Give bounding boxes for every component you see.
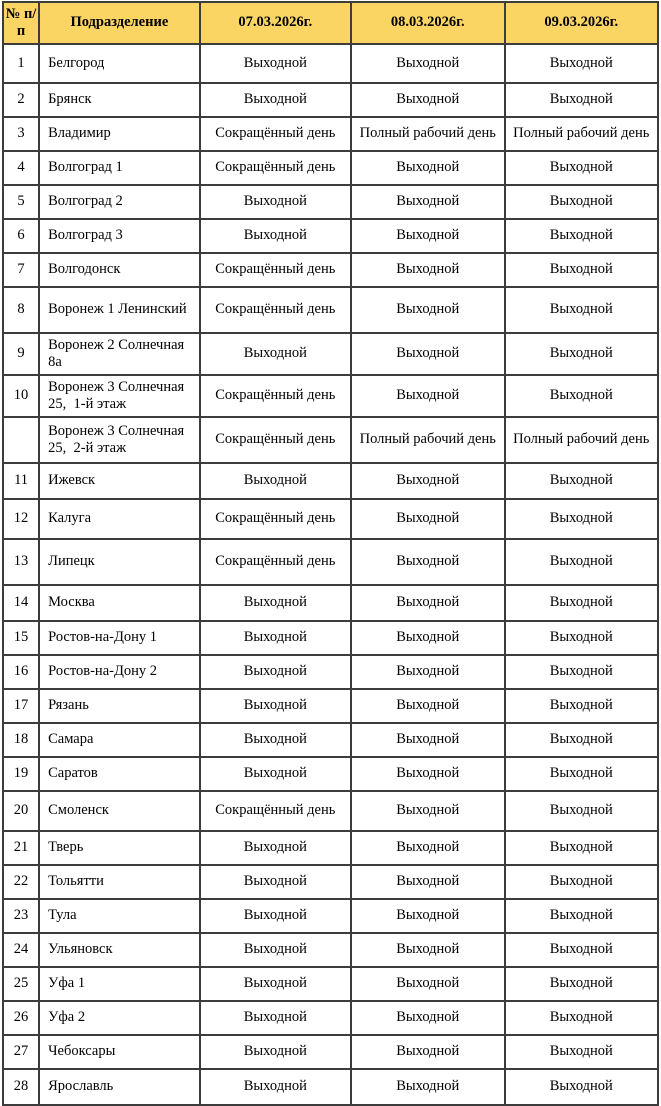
schedule-cell-2: Выходной (351, 219, 504, 253)
division-cell: Брянск (39, 83, 199, 117)
schedule-cell-2: Выходной (351, 933, 504, 967)
row-number-cell: 26 (3, 1001, 39, 1035)
table-row (3, 865, 658, 899)
schedule-cell-1: Сокращённый день (200, 499, 351, 539)
row-number-cell: 8 (3, 287, 39, 333)
row-number-cell: 13 (3, 539, 39, 585)
table-row (3, 1069, 658, 1105)
schedule-cell-1: Выходной (200, 899, 351, 933)
table-row (3, 621, 658, 655)
row-number-cell: 22 (3, 865, 39, 899)
row-number-cell: 11 (3, 463, 39, 499)
schedule-cell-3: Выходной (505, 933, 659, 967)
row-number-cell: 16 (3, 655, 39, 689)
schedule-cell-3: Выходной (505, 83, 659, 117)
table-row (3, 463, 658, 499)
table-row (3, 539, 658, 585)
schedule-cell-1: Выходной (200, 1001, 351, 1035)
schedule-cell-2: Выходной (351, 253, 504, 287)
schedule-cell-2: Выходной (351, 185, 504, 219)
schedule-cell-3: Выходной (505, 831, 659, 865)
row-number-cell (3, 417, 39, 463)
division-cell: Самара (39, 723, 199, 757)
schedule-cell-1: Выходной (200, 83, 351, 117)
division-cell: Владимир (39, 117, 199, 151)
schedule-cell-2: Выходной (351, 539, 504, 585)
schedule-cell-1: Выходной (200, 1069, 351, 1105)
schedule-cell-2: Выходной (351, 967, 504, 1001)
division-cell: Воронеж 1 Ленинский (39, 287, 199, 333)
schedule-cell-2: Полный рабочий день (351, 117, 504, 151)
schedule-cell-2: Выходной (351, 375, 504, 417)
division-cell: Смоленск (39, 791, 199, 831)
division-cell: Уфа 2 (39, 1001, 199, 1035)
schedule-table (2, 1, 659, 1106)
table-row (3, 117, 658, 151)
schedule-cell-3: Выходной (505, 375, 659, 417)
schedule-cell-1: Сокращённый день (200, 375, 351, 417)
schedule-cell-2: Выходной (351, 1035, 504, 1069)
division-cell: Саратов (39, 757, 199, 791)
schedule-cell-3: Выходной (505, 1069, 659, 1105)
row-number-cell: 14 (3, 585, 39, 621)
schedule-cell-3: Выходной (505, 219, 659, 253)
division-cell: Ульяновск (39, 933, 199, 967)
row-number-cell: 15 (3, 621, 39, 655)
schedule-cell-1: Сокращённый день (200, 791, 351, 831)
schedule-cell-3: Выходной (505, 723, 659, 757)
row-number-cell: 12 (3, 499, 39, 539)
table-row (3, 757, 658, 791)
row-number-cell: 9 (3, 333, 39, 375)
row-number-cell: 23 (3, 899, 39, 933)
table-row (3, 831, 658, 865)
schedule-cell-2: Полный рабочий день (351, 417, 504, 463)
table-row (3, 417, 658, 463)
row-number-cell: 7 (3, 253, 39, 287)
row-number-cell: 24 (3, 933, 39, 967)
schedule-cell-3: Выходной (505, 185, 659, 219)
schedule-cell-3: Выходной (505, 333, 659, 375)
schedule-cell-2: Выходной (351, 151, 504, 185)
division-cell: Ижевск (39, 463, 199, 499)
table-row (3, 253, 658, 287)
division-cell: Воронеж 3 Солнечная 25, 1-й этаж (39, 375, 199, 417)
schedule-cell-1: Выходной (200, 44, 351, 83)
schedule-cell-2: Выходной (351, 757, 504, 791)
schedule-cell-3: Выходной (505, 757, 659, 791)
row-number-cell: 6 (3, 219, 39, 253)
row-number-cell: 25 (3, 967, 39, 1001)
schedule-cell-3: Выходной (505, 655, 659, 689)
schedule-cell-3: Выходной (505, 287, 659, 333)
schedule-cell-1: Выходной (200, 185, 351, 219)
schedule-cell-2: Выходной (351, 1001, 504, 1035)
table-row (3, 689, 658, 723)
row-number-cell: 1 (3, 44, 39, 83)
schedule-cell-1: Выходной (200, 463, 351, 499)
schedule-cell-2: Выходной (351, 723, 504, 757)
row-number-cell: 18 (3, 723, 39, 757)
schedule-cell-2: Выходной (351, 655, 504, 689)
row-number-cell: 4 (3, 151, 39, 185)
schedule-cell-2: Выходной (351, 791, 504, 831)
schedule-cell-1: Выходной (200, 689, 351, 723)
schedule-cell-3: Выходной (505, 689, 659, 723)
schedule-cell-2: Выходной (351, 865, 504, 899)
schedule-cell-1: Выходной (200, 723, 351, 757)
table-row (3, 655, 658, 689)
division-cell: Тольятти (39, 865, 199, 899)
schedule-cell-1: Выходной (200, 1035, 351, 1069)
row-number-cell: 28 (3, 1069, 39, 1105)
table-row (3, 287, 658, 333)
schedule-cell-2: Выходной (351, 689, 504, 723)
table-header-row (3, 2, 658, 44)
schedule-cell-3: Выходной (505, 791, 659, 831)
col-header-date-2: 08.03.2026г. (351, 2, 504, 44)
row-number-cell: 27 (3, 1035, 39, 1069)
schedule-cell-2: Выходной (351, 44, 504, 83)
division-cell: Волгоград 1 (39, 151, 199, 185)
table-row (3, 967, 658, 1001)
table-row (3, 333, 658, 375)
row-number-cell: 17 (3, 689, 39, 723)
schedule-cell-2: Выходной (351, 1069, 504, 1105)
table-row (3, 375, 658, 417)
division-cell: Липецк (39, 539, 199, 585)
table-row (3, 723, 658, 757)
row-number-cell: 5 (3, 185, 39, 219)
schedule-cell-1: Выходной (200, 967, 351, 1001)
schedule-cell-1: Сокращённый день (200, 151, 351, 185)
table-row (3, 585, 658, 621)
table-row (3, 44, 658, 83)
table-row (3, 151, 658, 185)
division-cell: Ярославль (39, 1069, 199, 1105)
schedule-cell-2: Выходной (351, 333, 504, 375)
schedule-cell-1: Выходной (200, 219, 351, 253)
schedule-cell-1: Выходной (200, 585, 351, 621)
schedule-cell-3: Выходной (505, 44, 659, 83)
schedule-cell-1: Выходной (200, 655, 351, 689)
row-number-cell: 10 (3, 375, 39, 417)
schedule-cell-3: Полный рабочий день (505, 417, 659, 463)
schedule-cell-1: Выходной (200, 933, 351, 967)
division-cell: Ростов-на-Дону 1 (39, 621, 199, 655)
division-cell: Тула (39, 899, 199, 933)
schedule-cell-2: Выходной (351, 83, 504, 117)
schedule-cell-3: Выходной (505, 621, 659, 655)
schedule-cell-3: Выходной (505, 499, 659, 539)
schedule-cell-2: Выходной (351, 287, 504, 333)
division-cell: Воронеж 2 Солнечная 8а (39, 333, 199, 375)
schedule-cell-1: Выходной (200, 831, 351, 865)
table-row (3, 185, 658, 219)
schedule-cell-1: Выходной (200, 757, 351, 791)
table-row (3, 219, 658, 253)
table-row (3, 791, 658, 831)
schedule-cell-3: Выходной (505, 1035, 659, 1069)
table-row (3, 499, 658, 539)
division-cell: Волгоград 2 (39, 185, 199, 219)
schedule-cell-1: Выходной (200, 621, 351, 655)
schedule-cell-3: Выходной (505, 463, 659, 499)
schedule-cell-1: Выходной (200, 333, 351, 375)
row-number-cell: 20 (3, 791, 39, 831)
schedule-cell-1: Сокращённый день (200, 117, 351, 151)
table-row (3, 933, 658, 967)
division-cell: Воронеж 3 Солнечная 25, 2-й этаж (39, 417, 199, 463)
division-cell: Белгород (39, 44, 199, 83)
schedule-cell-3: Полный рабочий день (505, 117, 659, 151)
division-cell: Волгодонск (39, 253, 199, 287)
schedule-cell-3: Выходной (505, 1001, 659, 1035)
division-cell: Ростов-на-Дону 2 (39, 655, 199, 689)
division-cell: Тверь (39, 831, 199, 865)
col-header-date-3: 09.03.2026г. (505, 2, 659, 44)
table-row (3, 83, 658, 117)
schedule-cell-2: Выходной (351, 463, 504, 499)
division-cell: Калуга (39, 499, 199, 539)
schedule-cell-1: Сокращённый день (200, 287, 351, 333)
division-cell: Чебоксары (39, 1035, 199, 1069)
schedule-cell-2: Выходной (351, 831, 504, 865)
schedule-cell-3: Выходной (505, 585, 659, 621)
schedule-cell-1: Сокращённый день (200, 417, 351, 463)
schedule-cell-2: Выходной (351, 899, 504, 933)
schedule-cell-2: Выходной (351, 585, 504, 621)
schedule-cell-1: Выходной (200, 865, 351, 899)
schedule-cell-3: Выходной (505, 899, 659, 933)
row-number-cell: 19 (3, 757, 39, 791)
row-number-cell: 3 (3, 117, 39, 151)
division-cell: Москва (39, 585, 199, 621)
row-number-cell: 2 (3, 83, 39, 117)
col-header-num: № п/п (3, 2, 39, 44)
schedule-cell-3: Выходной (505, 967, 659, 1001)
schedule-cell-3: Выходной (505, 539, 659, 585)
schedule-cell-3: Выходной (505, 151, 659, 185)
schedule-cell-3: Выходной (505, 253, 659, 287)
table-row (3, 1001, 658, 1035)
table-body (3, 44, 658, 1105)
schedule-cell-2: Выходной (351, 621, 504, 655)
division-cell: Уфа 1 (39, 967, 199, 1001)
table-row (3, 899, 658, 933)
division-cell: Рязань (39, 689, 199, 723)
schedule-cell-1: Сокращённый день (200, 539, 351, 585)
schedule-cell-2: Выходной (351, 499, 504, 539)
schedule-cell-1: Сокращённый день (200, 253, 351, 287)
col-header-division: Подразделение (39, 2, 199, 44)
schedule-cell-3: Выходной (505, 865, 659, 899)
table-row (3, 1035, 658, 1069)
col-header-date-1: 07.03.2026г. (200, 2, 351, 44)
division-cell: Волгоград 3 (39, 219, 199, 253)
row-number-cell: 21 (3, 831, 39, 865)
